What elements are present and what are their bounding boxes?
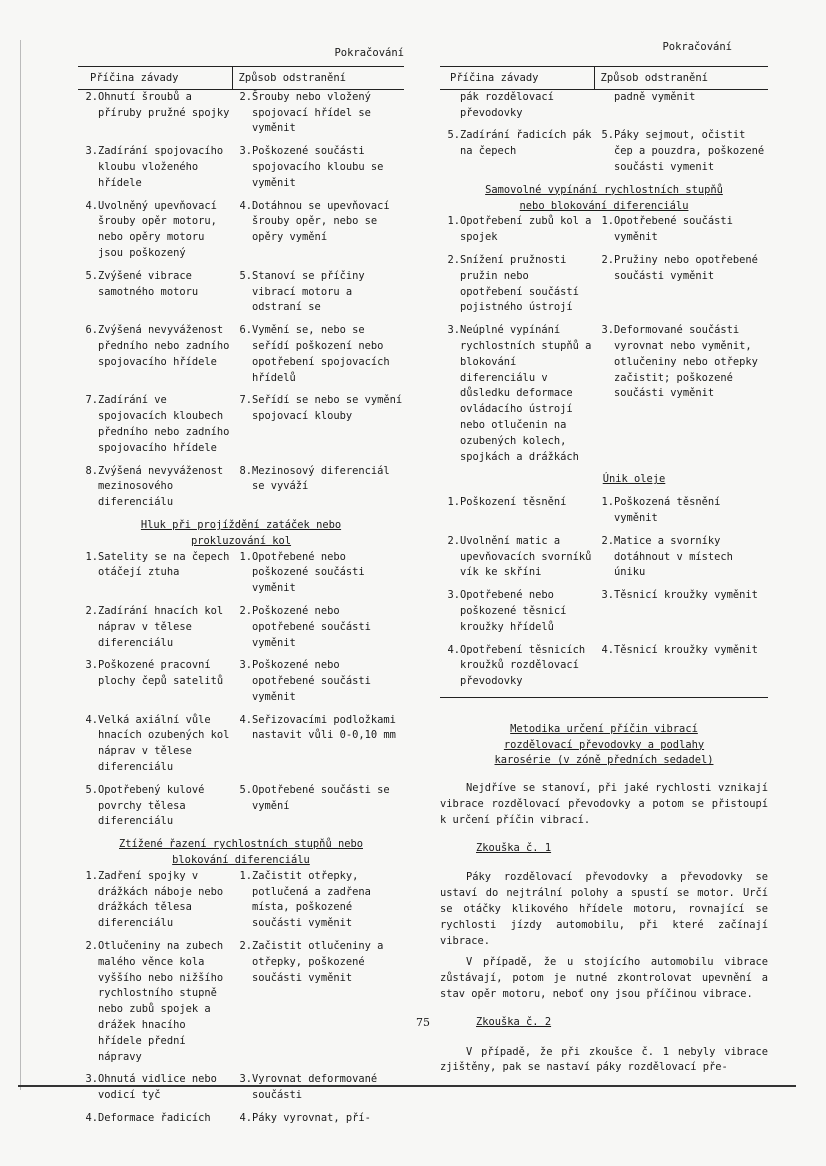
- cause-text: Opotřebené nebo poškozené těsnicí kroužky hřídelů: [460, 589, 567, 633]
- remedy-number: 3.: [239, 1073, 252, 1086]
- header-cause: Příčina závady: [78, 67, 232, 90]
- bottom-rule: [18, 1085, 796, 1087]
- continued-label: Pokračování: [334, 47, 404, 59]
- section-heading: Ztížené řazení rychlostních stupňů nebo blokování diferenciálu: [119, 838, 363, 867]
- table-row: [78, 199, 404, 269]
- test2-heading: Zkouška č. 2: [476, 1015, 552, 1028]
- remedy-number: 3.: [239, 659, 252, 672]
- remedy-number: 2.: [239, 604, 252, 617]
- item-number: 1.: [85, 869, 98, 882]
- remedy-text: padně vyměnit: [614, 90, 696, 103]
- item-number: 5.: [85, 269, 98, 282]
- remedy-text: Seřizovacími podložkami nastavit vůli 0-0,10 mm: [252, 713, 396, 742]
- rows-group-b: [78, 550, 404, 838]
- item-number: 1.: [447, 496, 460, 509]
- section-b: [78, 518, 404, 550]
- cause-text: Uvolněný upevňovací šrouby opěr motoru, nebo opěry motoru jsou poškozený: [98, 199, 217, 259]
- table-row: [78, 783, 404, 837]
- item-number: 3.: [85, 659, 98, 672]
- remedy-text: Opotřebené součásti vyměnit: [614, 215, 733, 244]
- cause-text: Poškození těsnění: [460, 496, 567, 509]
- cause-text: Opotřebení těsnicích kroužků rozdělovací převodovky: [460, 643, 586, 688]
- remedy-text: Mezinosový diferenciál se vyváží: [252, 464, 390, 493]
- remedy-number: 5.: [239, 269, 252, 282]
- cause-text: Otlučeniny na zubech malého věnce kola vyššího nebo nižšího rychlostního stupně nebo zubů spojek a drážek hnacího hřídele přední nápravy: [98, 940, 224, 1063]
- remedy-number: 1.: [239, 869, 252, 882]
- cause-text: Zvýšená nevyváženost předního nebo zadního spojovacího hřídele: [98, 324, 230, 368]
- remedy-number: 3.: [601, 589, 614, 602]
- rows-group-a: [78, 89, 404, 518]
- remedy-text: Opotřebené součásti se vymění: [252, 783, 390, 812]
- remedy-text: Těsnicí kroužky vyměnit: [614, 643, 758, 656]
- item-number: 2.: [85, 90, 98, 103]
- table-row: [78, 1072, 404, 1111]
- remedy-number: 2.: [601, 253, 614, 266]
- fault-table-right: [440, 66, 768, 697]
- section-c: [78, 837, 404, 869]
- remedy-number: 3.: [601, 324, 614, 337]
- table-row: [78, 269, 404, 323]
- table-row: [78, 89, 404, 144]
- section-heading: Hluk při projíždění zatáček nebo prokluzování kol: [140, 518, 342, 547]
- table-end-rule: [440, 697, 768, 698]
- remedy-text: Začistit otřepky, potlučená a zadřena místa, poškozené součásti vyměnit: [252, 869, 371, 930]
- rows-group-a: [440, 89, 768, 182]
- table-row: [78, 464, 404, 518]
- item-number: 4.: [85, 1112, 98, 1125]
- remedy-number: 2.: [239, 940, 252, 953]
- table-row: [78, 1111, 404, 1134]
- item-number: 5.: [447, 129, 460, 142]
- page-number: 75: [416, 1016, 430, 1029]
- table-row: [440, 214, 768, 253]
- remedy-number: 8.: [239, 464, 252, 477]
- header-remedy: Způsob odstranění: [594, 67, 768, 90]
- remedy-text: Páky sejmout, očistit čep a pouzdra, poškozené součásti vymenit: [614, 129, 765, 173]
- remedy-text: Pružiny nebo opotřebené součásti vyměnit: [614, 253, 758, 282]
- remedy-number: 5.: [601, 129, 614, 142]
- remedy-text: Páky vyrovnat, pří-: [252, 1112, 371, 1125]
- cause-text: Opotřebený kulové povrchy tělesa diferenciálu: [98, 783, 205, 828]
- section-heading: Samovolné vypínání rychlostních stupňů nebo blokování diferenciálu: [485, 183, 723, 212]
- remedy-number: 1.: [601, 496, 614, 509]
- item-number: 2.: [447, 253, 460, 266]
- cause-text: Zadření spojky v drážkách náboje nebo drážkách tělesa diferenciálu: [98, 869, 224, 930]
- table-header: [440, 67, 768, 90]
- item-number: 8.: [85, 464, 98, 477]
- cause-text: Snížení pružnosti pružin nebo opotřebení součástí pojistného ústrojí: [460, 253, 579, 314]
- left-column: [78, 46, 404, 1125]
- cause-text: Zadírání spojovacího kloubu vloženého hřídele: [98, 145, 224, 189]
- item-number: 3.: [85, 1073, 98, 1086]
- item-number: 7.: [85, 394, 98, 407]
- remedy-number: 4.: [239, 199, 252, 212]
- section-c: [440, 472, 768, 495]
- cause-text: Deformace řadicích: [98, 1112, 211, 1125]
- cause-text: Zadírání hnacích kol náprav v tělese diferenciálu: [98, 604, 224, 649]
- item-number: [440, 89, 460, 128]
- item-number: 5.: [85, 783, 98, 796]
- remedy-number: 2.: [601, 534, 614, 547]
- remedy-text: Poškozené nebo opotřebené součásti vyměnit: [252, 604, 371, 649]
- remedy-number: 3.: [239, 145, 252, 158]
- remedy-text: Vyrovnat deformované součásti: [252, 1073, 378, 1102]
- item-number: 3.: [447, 324, 460, 337]
- table-row: [440, 253, 768, 323]
- table-row: [78, 658, 404, 712]
- item-number: 2.: [85, 604, 98, 617]
- remedy-text: Poškozená těsnění vyměnit: [614, 496, 721, 524]
- cause-text: Ohnutá vidlice nebo vodicí tyč: [98, 1073, 217, 1102]
- cause-text: Neúplné vypínání rychlostních stupňů a blokování diferenciálu v důsledku deformace ovládacího ústrojí nebo otlučenin na ozubených kolech, spojkách a drážkách: [460, 324, 592, 463]
- test2-paragraph-1: V případě, že při zkoušce č. 1 nebyly vibrace zjištěny, pak se nastaví páky rozdělovací pře-: [440, 1045, 768, 1074]
- item-number: 3.: [447, 589, 460, 602]
- table-row: [78, 604, 404, 658]
- continued-label: Pokračování: [662, 41, 732, 53]
- table-row: [78, 869, 404, 939]
- remedy-number: 1.: [601, 215, 614, 228]
- cause-text: Poškozené pracovní plochy čepů satelitů: [98, 659, 224, 688]
- remedy-number: 1.: [239, 550, 252, 563]
- item-number: 3.: [85, 145, 98, 158]
- cause-text: Opotřebení zubů kol a spojek: [460, 215, 592, 244]
- item-number: 4.: [447, 643, 460, 656]
- remedy-text: Poškozené součásti spojovacího kloubu se vyměnit: [252, 145, 384, 189]
- cause-text: Zvýšená nevyváženost mezinosového diferenciálu: [98, 464, 224, 509]
- remedy-text: Stanoví se příčiny vibrací motoru a odstraní se: [252, 269, 365, 314]
- right-column: [440, 40, 768, 1074]
- remedy-number: 7.: [239, 394, 252, 407]
- item-number: 1.: [85, 550, 98, 563]
- cause-text: Velká axiální vůle hnacích ozubených kol náprav v tělese diferenciálu: [98, 713, 230, 774]
- table-row: [440, 534, 768, 588]
- remedy-number: 2.: [239, 90, 252, 103]
- cause-text: Uvolnění matic a upevňovacích svorníků vík ke skříni: [460, 534, 592, 579]
- test1-heading: Zkouška č. 1: [476, 841, 552, 854]
- cause-text: pák rozdělovací převodovky: [460, 90, 554, 119]
- method-title: Metodika určení příčin vibrací rozdělovací převodovky a podlahy karosérie (v zóně předních sedadel): [494, 722, 714, 767]
- table-row: [440, 89, 768, 128]
- item-number: 2.: [447, 534, 460, 547]
- remedy-number: 4.: [239, 1112, 252, 1125]
- remedy-text: Vymění se, nebo se seřídí poškození nebo opotřebení spojovacích hřídelů: [252, 324, 390, 384]
- item-number: 1.: [447, 215, 460, 228]
- cause-text: Zvýšené vibrace samotného motoru: [98, 269, 199, 298]
- cause-text: Zadírání ve spojovacích kloubech předního nebo zadního spojovacího hřídele: [98, 394, 230, 454]
- remedy-number: 4.: [239, 713, 252, 726]
- cause-text: Satelity se na čepech otáčejí ztuha: [98, 550, 230, 579]
- cause-text: Ohnutí šroubů a příruby pružné spojky: [98, 90, 230, 119]
- remedy-text: Poškozené nebo opotřebené součásti vyměnit: [252, 659, 371, 703]
- remedy-text: Seřídí se nebo se vymění spojovací klouby: [252, 394, 403, 423]
- section-heading: Únik oleje: [602, 473, 666, 486]
- cause-text: Zadírání řadicích pák na čepech: [460, 129, 592, 158]
- remedy-number: [594, 89, 614, 128]
- item-number: 4.: [85, 199, 98, 212]
- table-row: [440, 643, 768, 697]
- table-row: [78, 713, 404, 783]
- remedy-text: Dotáhnou se upevňovací šrouby opěr, nebo se opěry vymění: [252, 199, 390, 244]
- item-number: 4.: [85, 713, 98, 726]
- table-row: [78, 939, 404, 1072]
- table-header: [78, 67, 404, 90]
- remedy-text: Deformované součásti vyrovnat nebo vyměnit, otlučeniny nebo otřepky začistit; poškozené součásti vyměnit: [614, 324, 758, 400]
- method-section: [440, 722, 768, 1076]
- table-row: [440, 323, 768, 472]
- table-row: [78, 550, 404, 604]
- item-number: 2.: [85, 940, 98, 953]
- remedy-number: 6.: [239, 324, 252, 337]
- remedy-number: 4.: [601, 643, 614, 656]
- remedy-text: Těsnicí kroužky vyměnit: [614, 589, 758, 602]
- remedy-text: Matice a svorníky dotáhnout v místech úniku: [614, 534, 733, 579]
- table-row: [440, 128, 768, 182]
- test1-paragraph-2: V případě, že u stojícího automobilu vibrace zůstávají, potom je nutné zkontrolovat upevnění a stav opěr motoru, neboť ony jsou příčinou vibrace.: [440, 956, 768, 1001]
- item-number: 6.: [85, 324, 98, 337]
- header-remedy: Způsob odstranění: [232, 67, 404, 90]
- table-row: [78, 323, 404, 393]
- header-cause: Příčina závady: [440, 67, 594, 90]
- table-row: [440, 495, 768, 534]
- intro-paragraph: Nejdříve se stanoví, při jaké rychlosti vznikají vibrace rozdělovací převodovky a potom se přistoupí k určení příčin vibrací.: [440, 782, 768, 826]
- section-b: [440, 183, 768, 215]
- remedy-text: Opotřebené nebo poškozené součásti vyměnit: [252, 550, 365, 595]
- remedy-text: Začistit otlučeniny a otřepky, poškozené součásti vyměnit: [252, 940, 384, 984]
- rows-group-b: [440, 214, 768, 472]
- table-row: [440, 588, 768, 642]
- fault-table-left: [78, 66, 404, 1134]
- test1-paragraph-1: Páky rozdělovací převodovky a převodovky se ustaví do nejtrální polohy a spustí se motor. Určí se otáčky klikového hřídele motoru, rovnající se rychlosti jízdy automobilu, při které začínají vibrace.: [440, 871, 768, 947]
- remedy-text: Šrouby nebo vložený spojovací hřídel se vyměnit: [252, 90, 371, 135]
- scan-margin-line: [20, 40, 21, 1090]
- table-row: [78, 144, 404, 198]
- rows-group-c: [78, 869, 404, 1134]
- rows-group-c: [440, 495, 768, 697]
- table-row: [78, 393, 404, 463]
- remedy-number: 5.: [239, 783, 252, 796]
